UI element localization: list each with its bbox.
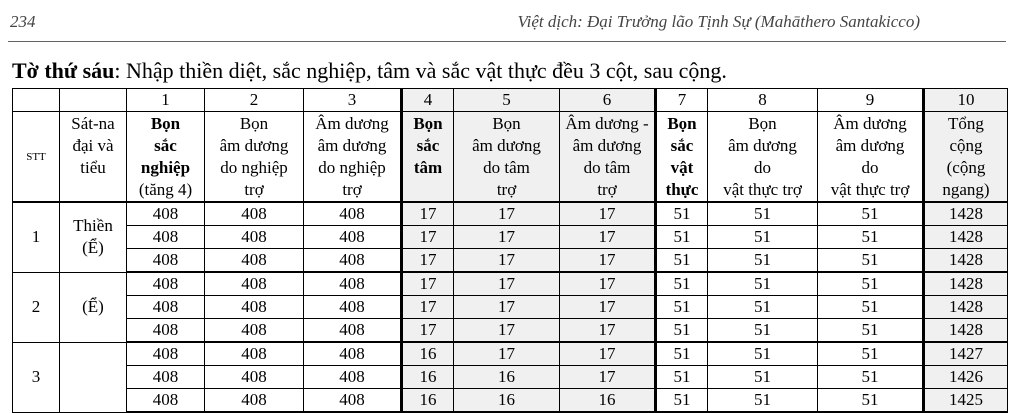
value-cell: 408	[127, 249, 205, 273]
value-cell: 17	[560, 249, 656, 273]
value-cell: 51	[656, 366, 708, 389]
header-col-8: Bọn âm dương do vật thực trợ	[708, 112, 818, 203]
value-cell: 1425	[924, 389, 1008, 413]
value-cell: 408	[127, 366, 205, 389]
value-cell: 17	[402, 296, 454, 319]
stt-cell: 3	[13, 342, 60, 412]
value-cell: 408	[205, 296, 304, 319]
value-cell: 408	[205, 366, 304, 389]
value-cell: 17	[402, 319, 454, 343]
value-cell: 408	[127, 342, 205, 366]
value-cell: 17	[560, 272, 656, 296]
value-cell: 51	[818, 272, 924, 296]
value-cell: 408	[304, 389, 402, 413]
data-table	[12, 88, 1008, 413]
value-cell: 408	[304, 366, 402, 389]
value-cell: 1428	[924, 272, 1008, 296]
value-cell: 51	[818, 366, 924, 389]
column-number: 1	[127, 89, 205, 112]
value-cell: 408	[127, 389, 205, 413]
satna-header: Sát-na đại và tiểu	[60, 112, 127, 203]
value-cell: 408	[127, 226, 205, 249]
corner-cell	[60, 89, 127, 112]
header-rule	[8, 41, 1006, 42]
value-cell: 408	[127, 319, 205, 343]
value-cell: 16	[560, 389, 656, 413]
table-row	[13, 296, 1008, 319]
table-row	[13, 342, 1008, 366]
sheet-title-bold: Tờ thứ sáu	[12, 58, 115, 83]
value-cell: 408	[304, 296, 402, 319]
value-cell: 408	[127, 272, 205, 296]
value-cell: 408	[127, 202, 205, 226]
header-col-9: Âm dương âm dương do vật thực trợ	[818, 112, 924, 203]
value-cell: 17	[402, 202, 454, 226]
header-col-5: Bọn âm dương do tâm trợ	[454, 112, 560, 203]
column-number: 10	[924, 89, 1008, 112]
value-cell: 408	[205, 249, 304, 273]
header-col-6: Âm dương - âm dương do tâm trợ	[560, 112, 656, 203]
value-cell: 51	[708, 342, 818, 366]
value-cell: 16	[454, 389, 560, 413]
header-col-3: Âm dương âm dương do nghiệp trợ	[304, 112, 402, 203]
value-cell: 1426	[924, 366, 1008, 389]
stt-cell: 2	[13, 272, 60, 342]
value-cell: 51	[656, 249, 708, 273]
column-number: 5	[454, 89, 560, 112]
value-cell: 16	[402, 342, 454, 366]
value-cell: 408	[304, 342, 402, 366]
value-cell: 17	[560, 319, 656, 343]
header-col-1-extra: (tăng 4)	[138, 180, 193, 199]
running-title: Việt dịch: Đại Trưởng lão Tịnh Sự (Mahāthero Santakicco)	[517, 12, 920, 31]
value-cell: 16	[402, 389, 454, 413]
page-number: 234	[10, 12, 36, 31]
value-cell: 17	[402, 249, 454, 273]
column-number: 7	[656, 89, 708, 112]
value-cell: 408	[205, 226, 304, 249]
value-cell: 408	[304, 272, 402, 296]
value-cell: 1428	[924, 226, 1008, 249]
column-number: 9	[818, 89, 924, 112]
page-header	[8, 12, 1008, 36]
value-cell: 1428	[924, 249, 1008, 273]
value-cell: 408	[304, 202, 402, 226]
value-cell: 17	[560, 296, 656, 319]
value-cell: 51	[708, 366, 818, 389]
corner-cell	[13, 89, 60, 112]
value-cell: 408	[304, 319, 402, 343]
value-cell: 16	[454, 366, 560, 389]
column-number: 3	[304, 89, 402, 112]
value-cell: 51	[818, 319, 924, 343]
value-cell: 51	[656, 342, 708, 366]
column-number: 6	[560, 89, 656, 112]
value-cell: 408	[304, 249, 402, 273]
header-col-4: Bọn sắc tâm	[402, 112, 454, 203]
value-cell: 1428	[924, 202, 1008, 226]
column-header-row	[13, 112, 1008, 203]
value-cell: 17	[560, 366, 656, 389]
value-cell: 408	[205, 389, 304, 413]
value-cell: 51	[708, 249, 818, 273]
value-cell: 17	[560, 202, 656, 226]
value-cell: 17	[454, 249, 560, 273]
header-col-10: Tổng cộng (cộng ngang)	[924, 112, 1008, 203]
value-cell: 51	[818, 249, 924, 273]
satna-cell: Thiền (Ể)	[60, 202, 127, 272]
value-cell: 51	[708, 319, 818, 343]
satna-cell: (Ể)	[60, 272, 127, 342]
table-row	[13, 319, 1008, 343]
value-cell: 51	[656, 226, 708, 249]
value-cell: 408	[205, 202, 304, 226]
table-row	[13, 226, 1008, 249]
table-row	[13, 366, 1008, 389]
sheet-title	[12, 58, 727, 84]
value-cell: 17	[454, 226, 560, 249]
column-number: 2	[205, 89, 304, 112]
column-number: 4	[402, 89, 454, 112]
value-cell: 51	[656, 272, 708, 296]
value-cell: 17	[402, 226, 454, 249]
value-cell: 1428	[924, 296, 1008, 319]
table-row	[13, 389, 1008, 413]
stt-cell: 1	[13, 202, 60, 272]
value-cell: 408	[205, 319, 304, 343]
value-cell: 51	[656, 319, 708, 343]
value-cell: 17	[454, 272, 560, 296]
value-cell: 51	[818, 342, 924, 366]
table-row	[13, 249, 1008, 273]
satna-cell	[60, 342, 127, 412]
value-cell: 51	[656, 389, 708, 413]
value-cell: 17	[454, 202, 560, 226]
value-cell: 51	[708, 296, 818, 319]
value-cell: 51	[818, 202, 924, 226]
value-cell: 51	[708, 202, 818, 226]
value-cell: 17	[402, 272, 454, 296]
value-cell: 17	[454, 319, 560, 343]
column-number-row	[13, 89, 1008, 112]
value-cell: 17	[454, 296, 560, 319]
header-col-7: Bọn sắc vật thực	[656, 112, 708, 203]
value-cell: 1428	[924, 319, 1008, 343]
value-cell: 16	[402, 366, 454, 389]
header-col-1	[127, 112, 205, 203]
value-cell: 51	[708, 389, 818, 413]
value-cell: 51	[656, 202, 708, 226]
value-cell: 408	[205, 342, 304, 366]
value-cell: 51	[708, 226, 818, 249]
value-cell: 408	[127, 296, 205, 319]
value-cell: 408	[304, 226, 402, 249]
value-cell: 51	[818, 389, 924, 413]
table-body	[13, 202, 1008, 412]
header-col-2: Bọn âm dương do nghiệp trợ	[205, 112, 304, 203]
value-cell: 51	[708, 272, 818, 296]
value-cell: 51	[818, 296, 924, 319]
header-col-1-bold: Bọn sắc nghiệp	[140, 114, 191, 177]
column-number: 8	[708, 89, 818, 112]
sheet-title-text: : Nhập thiền diệt, sắc nghiệp, tâm và sắc vật thực đều 3 cột, sau cộng.	[114, 58, 727, 83]
value-cell: 17	[454, 342, 560, 366]
table-row	[13, 202, 1008, 226]
value-cell: 17	[560, 342, 656, 366]
value-cell: 408	[205, 272, 304, 296]
stt-header: STT	[13, 112, 60, 203]
table-row	[13, 272, 1008, 296]
value-cell: 1427	[924, 342, 1008, 366]
value-cell: 51	[818, 226, 924, 249]
value-cell: 17	[560, 226, 656, 249]
value-cell: 51	[656, 296, 708, 319]
